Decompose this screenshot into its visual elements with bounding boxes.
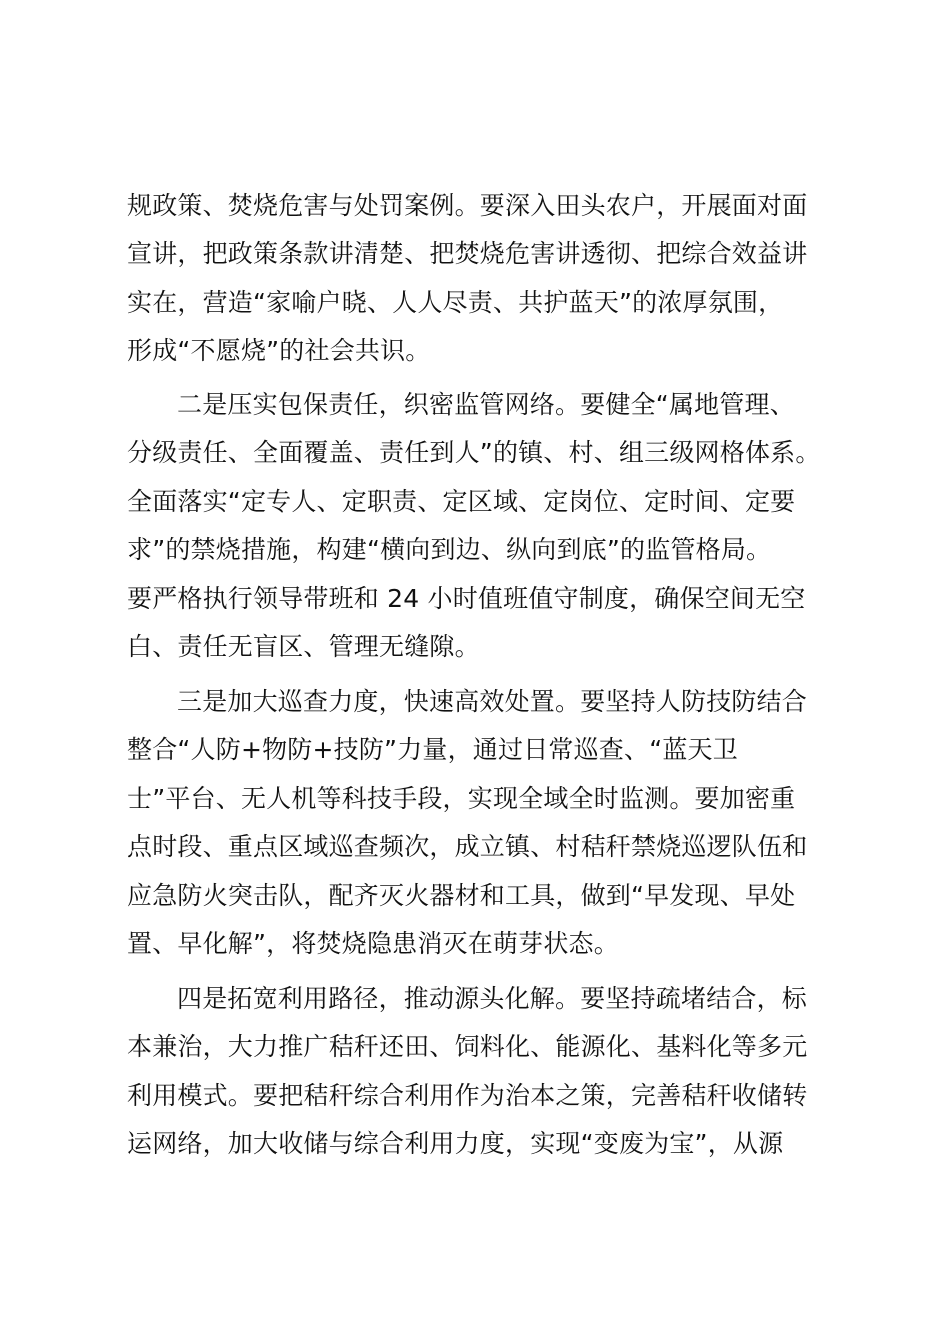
text-line-19: 利用模式。要把秸秆综合利用作为治本之策，完善秸秆收储转 — [127, 1081, 808, 1110]
text-line-18: 本兼治，大力推广秸秆还田、饲料化、能源化、基料化等多元 — [127, 1032, 808, 1061]
text-line-20: 运网络，加大收储与综合利用力度，实现“变废为宝”，从源 — [127, 1129, 784, 1158]
text-line-8: 求”的禁烧措施，构建“横向到边、纵向到底”的监管格局。 — [127, 535, 772, 564]
text-line-7: 全面落实“定专人、定职责、定区域、定岗位、定时间、定要 — [127, 487, 796, 516]
text-line-1: 规政策、焚烧危害与处罚案例。要深入田头农户，开展面对面 — [127, 191, 808, 220]
text-line-14: 点时段、重点区域巡查频次，成立镇、村秸秆禁烧巡逻队伍和 — [127, 832, 808, 861]
text-line-6: 分级责任、全面覆盖、责任到人”的镇、村、组三级网格体系。 — [127, 438, 821, 467]
paragraph-3-first-line: 三是加大巡查力度，快速高效处置。要坚持人防技防结合 — [177, 687, 808, 716]
paragraph-2-first-line: 二是压实包保责任，织密监管网络。要健全“属地管理、 — [177, 390, 795, 419]
text-line-2: 宣讲，把政策条款讲清楚、把焚烧危害讲透彻、把综合效益讲 — [127, 239, 808, 268]
text-line-12: 整合“人防+物防+技防”力量，通过日常巡查、“蓝天卫 — [127, 735, 738, 764]
text-line-10: 白、责任无盲区、管理无缝隙。 — [127, 632, 480, 661]
text-line-4: 形成“不愿烧”的社会共识。 — [127, 336, 431, 365]
text-line-3: 实在，营造“家喻户晓、人人尽责、共护蓝天”的浓厚氛围， — [127, 288, 784, 317]
paragraph-4-first-line: 四是拓宽利用路径，推动源头化解。要坚持疏堵结合，标 — [177, 984, 808, 1013]
text-line-9: 要严格执行领导带班和 24 小时值班值守制度，确保空间无空 — [127, 584, 806, 613]
text-line-15: 应急防火突击队，配齐灭火器材和工具，做到“早发现、早处 — [127, 881, 796, 910]
text-line-13: 士”平台、无人机等科技手段，实现全域全时监测。要加密重 — [127, 784, 796, 813]
text-line-16: 置、早化解”，将焚烧隐患消灭在萌芽状态。 — [127, 929, 619, 958]
